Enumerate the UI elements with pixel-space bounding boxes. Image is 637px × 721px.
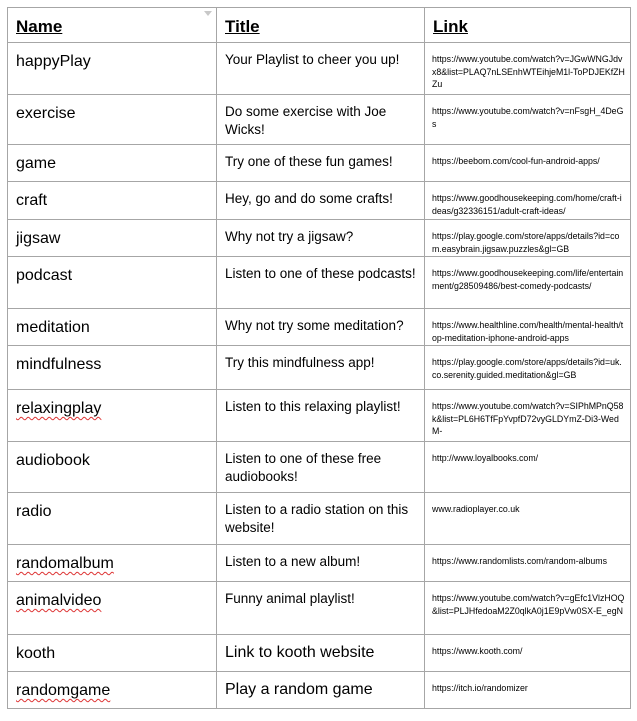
name-cell[interactable] xyxy=(8,309,217,346)
name-text: craft xyxy=(16,192,48,209)
name-cell[interactable] xyxy=(8,257,217,309)
name-text: radio xyxy=(16,503,52,520)
name-cell[interactable] xyxy=(8,635,217,672)
header-name-label: Name xyxy=(16,17,63,36)
link-text[interactable]: https://beebom.com/cool-fun-android-apps/ xyxy=(432,156,600,166)
title-text: Listen to one of these podcasts! xyxy=(225,266,416,281)
title-cell[interactable] xyxy=(217,346,425,390)
title-cell[interactable] xyxy=(217,43,425,95)
title-text: Play a random game xyxy=(225,681,373,698)
name-text: happyPlay xyxy=(16,53,91,70)
link-text[interactable]: https://www.randomlists.com/random-albums xyxy=(432,556,608,566)
table-row xyxy=(8,43,631,95)
title-cell[interactable] xyxy=(217,672,425,709)
link-text[interactable]: https://www.goodhousekeeping.com/home/craft-ideas/g32336151/adult-craft-ideas/ xyxy=(432,193,622,216)
title-text: Listen to one of these free audiobooks! xyxy=(225,451,382,484)
table-row xyxy=(8,346,631,390)
title-cell[interactable] xyxy=(217,309,425,346)
name-text: jigsaw xyxy=(16,230,61,247)
name-text: meditation xyxy=(16,319,90,336)
name-cell[interactable] xyxy=(8,390,217,442)
name-cell[interactable] xyxy=(8,346,217,390)
table-row xyxy=(8,220,631,257)
title-cell[interactable] xyxy=(217,582,425,635)
title-text: Link to kooth website xyxy=(225,644,375,661)
title-cell[interactable] xyxy=(217,635,425,672)
link-text[interactable]: www.radioplayer.co.uk xyxy=(432,504,520,514)
name-cell[interactable] xyxy=(8,672,217,709)
title-cell[interactable] xyxy=(217,390,425,442)
header-name[interactable] xyxy=(8,8,217,43)
table-row xyxy=(8,672,631,709)
title-cell[interactable] xyxy=(217,145,425,182)
link-cell[interactable] xyxy=(425,145,631,182)
table-row xyxy=(8,635,631,672)
link-text[interactable]: https://www.youtube.com/watch?v=nFsgH_4DeGs xyxy=(432,106,624,129)
name-cell[interactable] xyxy=(8,182,217,220)
header-title-label: Title xyxy=(225,17,260,36)
table-row xyxy=(8,95,631,145)
link-cell[interactable] xyxy=(425,257,631,309)
link-cell[interactable] xyxy=(425,95,631,145)
link-text[interactable]: https://www.healthline.com/health/mental-health/top-meditation-iphone-android-apps xyxy=(432,320,624,343)
title-cell[interactable] xyxy=(217,493,425,545)
title-cell[interactable] xyxy=(217,182,425,220)
table-row xyxy=(8,182,631,220)
title-cell[interactable] xyxy=(217,442,425,493)
link-text[interactable]: https://www.kooth.com/ xyxy=(432,646,523,656)
name-text: game xyxy=(16,155,57,172)
name-cell[interactable] xyxy=(8,582,217,635)
filter-dropdown-icon[interactable] xyxy=(204,11,212,16)
link-cell[interactable] xyxy=(425,582,631,635)
table-row xyxy=(8,545,631,582)
link-text[interactable]: https://www.goodhousekeeping.com/life/entertainment/g28509486/best-comedy-podcasts/ xyxy=(432,268,624,291)
header-link[interactable] xyxy=(425,8,631,43)
title-text: Why not try some meditation? xyxy=(225,318,404,333)
title-text: Listen to this relaxing playlist! xyxy=(225,399,401,414)
link-cell[interactable] xyxy=(425,220,631,257)
title-cell[interactable] xyxy=(217,545,425,582)
title-text: Try this mindfulness app! xyxy=(225,355,375,370)
playlist-table xyxy=(7,7,631,709)
name-cell[interactable] xyxy=(8,43,217,95)
name-text: kooth xyxy=(16,645,56,662)
link-cell[interactable] xyxy=(425,346,631,390)
table-row xyxy=(8,442,631,493)
link-text[interactable]: https://itch.io/randomizer xyxy=(432,683,528,693)
name-text: exercise xyxy=(16,105,76,122)
link-cell[interactable] xyxy=(425,309,631,346)
link-text[interactable]: https://play.google.com/store/apps/details?id=uk.co.serenity.guided.meditation&gl=GB xyxy=(432,357,622,380)
name-text: audiobook xyxy=(16,452,90,469)
title-text: Why not try a jigsaw? xyxy=(225,229,354,244)
name-text: podcast xyxy=(16,267,73,284)
link-cell[interactable] xyxy=(425,43,631,95)
name-text: randomalbum xyxy=(16,555,114,572)
link-cell[interactable] xyxy=(425,672,631,709)
title-text: Your Playlist to cheer you up! xyxy=(225,52,400,67)
link-cell[interactable] xyxy=(425,182,631,220)
header-row xyxy=(8,8,631,43)
title-cell[interactable] xyxy=(217,220,425,257)
link-text[interactable]: https://play.google.com/store/apps/details?id=com.easybrain.jigsaw.puzzles&gl=GB xyxy=(432,231,620,254)
table-row xyxy=(8,309,631,346)
title-cell[interactable] xyxy=(217,95,425,145)
link-text[interactable]: https://www.youtube.com/watch?v=SIPhMPnQ58k&list=PL6H6TfFpYvpfD72vyGLDYmZ-Di3-WedM- xyxy=(432,401,624,436)
name-text: mindfulness xyxy=(16,356,102,373)
link-cell[interactable] xyxy=(425,545,631,582)
table-row xyxy=(8,582,631,635)
link-cell[interactable] xyxy=(425,442,631,493)
name-cell[interactable] xyxy=(8,95,217,145)
title-text: Listen to a new album! xyxy=(225,554,361,569)
name-text: relaxingplay xyxy=(16,400,102,417)
title-text: Listen to a radio station on this website! xyxy=(225,502,409,535)
table-row xyxy=(8,493,631,545)
title-text: Try one of these fun games! xyxy=(225,154,393,169)
link-cell[interactable] xyxy=(425,493,631,545)
name-cell[interactable] xyxy=(8,442,217,493)
name-cell[interactable] xyxy=(8,145,217,182)
table-row xyxy=(8,257,631,309)
header-link-label: Link xyxy=(433,17,468,36)
link-text[interactable]: https://www.youtube.com/watch?v=gEfc1VlzHOQ&list=PLJHfedoaM2Z0qlkA0j1E9pVw0SX-E_egN xyxy=(432,593,625,616)
name-cell[interactable] xyxy=(8,220,217,257)
title-text: Hey, go and do some crafts! xyxy=(225,191,393,206)
link-cell[interactable] xyxy=(425,635,631,672)
name-text: randomgame xyxy=(16,682,111,699)
name-cell[interactable] xyxy=(8,545,217,582)
link-text[interactable]: http://www.loyalbooks.com/ xyxy=(432,453,539,463)
link-cell[interactable] xyxy=(425,390,631,442)
name-cell[interactable] xyxy=(8,493,217,545)
table-row xyxy=(8,390,631,442)
title-text: Do some exercise with Joe Wicks! xyxy=(225,104,387,137)
link-text[interactable]: https://www.youtube.com/watch?v=JGwWNGJdvx8&list=PLAQ7nLSEnhWTEihjeM1l-ToPDJEKfZHZu xyxy=(432,54,625,89)
name-text: animalvideo xyxy=(16,592,102,609)
title-cell[interactable] xyxy=(217,257,425,309)
title-text: Funny animal playlist! xyxy=(225,591,355,606)
table-row xyxy=(8,145,631,182)
header-title[interactable] xyxy=(217,8,425,43)
